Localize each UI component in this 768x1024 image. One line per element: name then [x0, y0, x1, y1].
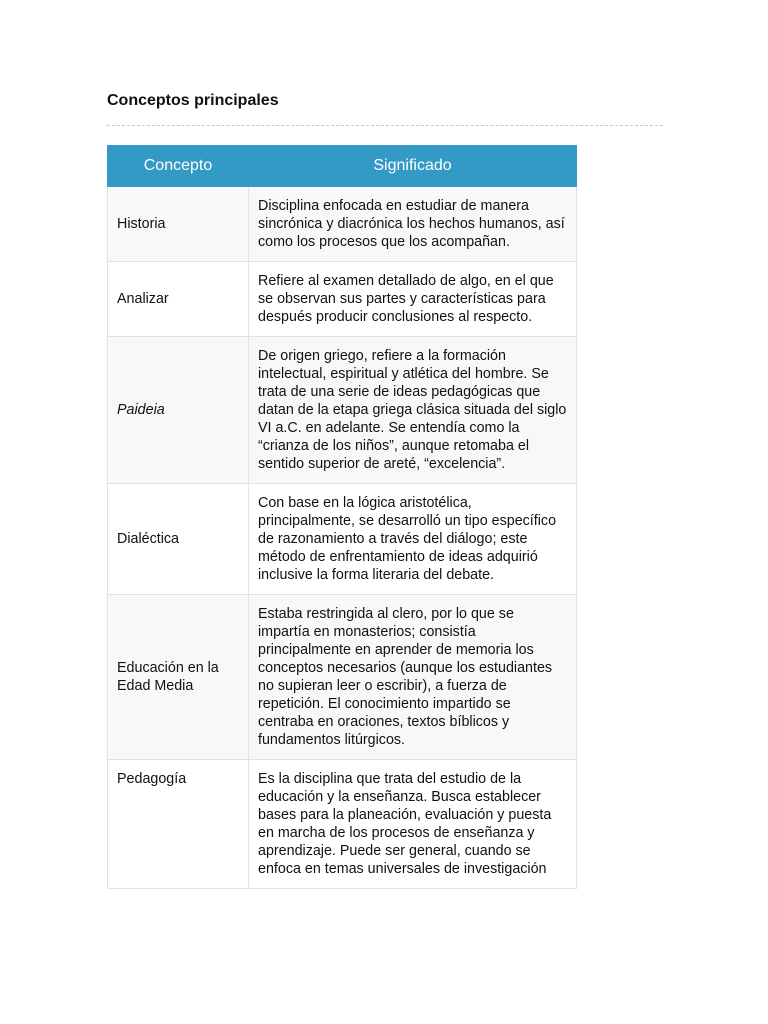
dashed-divider [107, 125, 663, 126]
concept-cell: Pedagogía [108, 760, 249, 889]
header-meaning: Significado [249, 146, 577, 187]
meaning-cell: Estaba restringida al clero, por lo que se impartía en monasterios; consistía principalmente en aprender de memoria los conceptos necesarios (aunque los estudiantes no supieran leer o escribir), a fuerza de repetición. El conocimiento impartido se centraba en oraciones, textos bíblicos y fundamentos litúrgicos. [249, 595, 577, 760]
table-row [108, 595, 577, 760]
meaning-cell: De origen griego, refiere a la formación intelectual, espiritual y atlética del hombre. Se trata de una serie de ideas pedagógicas que datan de la etapa griega clásica situada del siglo VI a.C. en adelante. Se entendía como la “crianza de los niños”, aunque retomaba el sentido superior de areté, “excelencia”. [249, 337, 577, 484]
concept-cell: Paideia [108, 337, 249, 484]
section-title: Conceptos principales [107, 92, 279, 109]
meaning-cell: Disciplina enfocada en estudiar de manera sincrónica y diacrónica los hechos humanos, así como los procesos que los acompañan. [249, 187, 577, 262]
concepts-table [107, 145, 577, 889]
meaning-cell: Con base en la lógica aristotélica, principalmente, se desarrolló un tipo específico de razonamiento a través del diálogo; este método de enfrentamiento de ideas adquirió inclusive la forma literaria del debate. [249, 484, 577, 595]
table-row [108, 760, 577, 889]
table-row [108, 187, 577, 262]
table-row [108, 484, 577, 595]
meaning-cell: Es la disciplina que trata del estudio de la educación y la enseñanza. Busca establecer bases para la planeación, evaluación y puesta en marcha de los procesos de enseñanza y aprendizaje. Puede ser general, cuando se enfoca en temas universales de investigación [249, 760, 577, 889]
table-row [108, 337, 577, 484]
table-header-row [108, 146, 577, 187]
concept-cell: Historia [108, 187, 249, 262]
concept-cell: Dialéctica [108, 484, 249, 595]
concept-cell: Analizar [108, 262, 249, 337]
table-row [108, 262, 577, 337]
meaning-cell: Refiere al examen detallado de algo, en el que se observan sus partes y características para después producir conclusiones al respecto. [249, 262, 577, 337]
concept-cell: Educación en la Edad Media [108, 595, 249, 760]
header-concept: Concepto [108, 146, 249, 187]
